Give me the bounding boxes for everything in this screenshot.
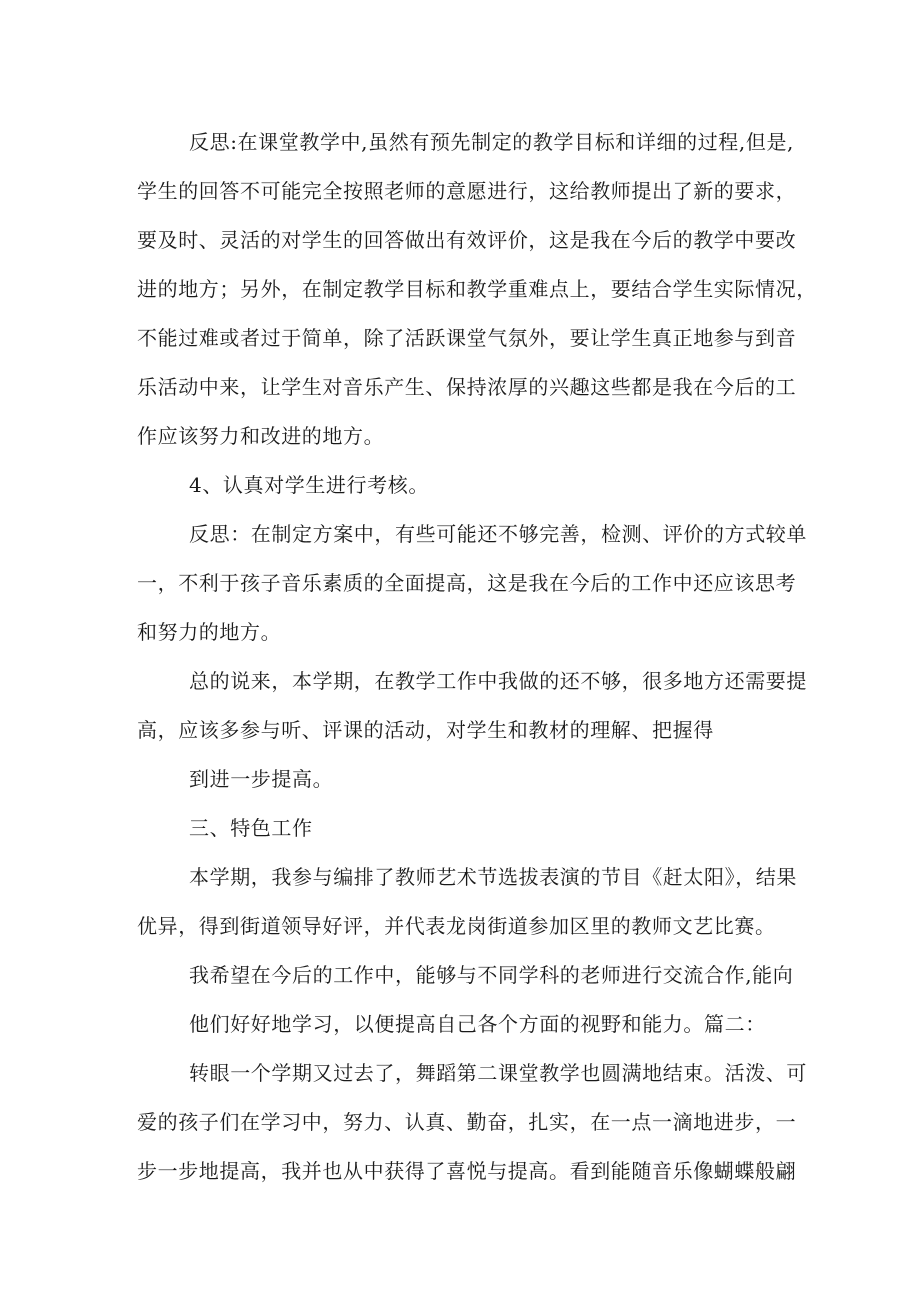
text-line: 乐活动中来，让学生对音乐产生、保持浓厚的兴趣这些都是我在今后的工 <box>137 375 797 399</box>
text-line: 一，不利于孩子音乐素质的全面提高，这是我在今后的工作中还应该思考 <box>137 571 797 595</box>
text-line: 不能过难或者过于简单，除了活跃课堂气氛外，要让学生真正地参与到音 <box>137 326 797 350</box>
text-line: 要及时、灵活的对学生的回答做出有效评价，这是我在今后的教学中要改 <box>137 228 797 252</box>
text-line: 进的地方；另外，在制定教学目标和教学重难点上，要结合学生实际情况， <box>137 277 817 301</box>
text-line: 作应该努力和改进的地方。 <box>137 424 385 448</box>
text-line: 反思:在课堂教学中,虽然有预先制定的教学目标和详细的过程,但是, <box>189 130 795 154</box>
text-line: 和努力的地方。 <box>137 620 282 644</box>
text-line: 他们好好地学习，以便提高自己各个方面的视野和能力。篇二： <box>189 1012 766 1036</box>
section-heading: 三、特色工作 <box>189 816 313 840</box>
text-line: 爱的孩子们在学习中，努力、认真、勤奋，扎实，在一点一滴地进步，一 <box>137 1110 797 1134</box>
text-line: 反思：在制定方案中，有些可能还不够完善，检测、评价的方式较单 <box>189 522 807 546</box>
section-heading: 4、认真对学生进行考核。 <box>189 473 429 497</box>
text-line: 高，应该多参与听、评课的活动，对学生和教材的理解、把握得 <box>137 718 714 742</box>
text-line: 优异，得到街道领导好评，并代表龙岗街道参加区里的教师文艺比赛。 <box>137 914 776 938</box>
text-line: 步一步地提高，我并也从中获得了喜悦与提高。看到能随音乐像蝴蝶般翩 <box>137 1159 797 1183</box>
text-line: 总的说来，本学期，在教学工作中我做的还不够，很多地方还需要提 <box>189 669 807 693</box>
text-line: 我希望在今后的工作中，能够与不同学科的老师进行交流合作,能向 <box>189 963 794 987</box>
text-line: 转眼一个学期又过去了，舞蹈第二课堂教学也圆满地结束。活泼、可 <box>189 1061 807 1085</box>
text-line: 学生的回答不可能完全按照老师的意愿进行，这给教师提出了新的要求， <box>137 179 797 203</box>
text-line: 到进一步提高。 <box>189 767 334 791</box>
text-line: 本学期，我参与编排了教师艺术节选拔表演的节目《赶太阳》，结果 <box>189 865 797 889</box>
